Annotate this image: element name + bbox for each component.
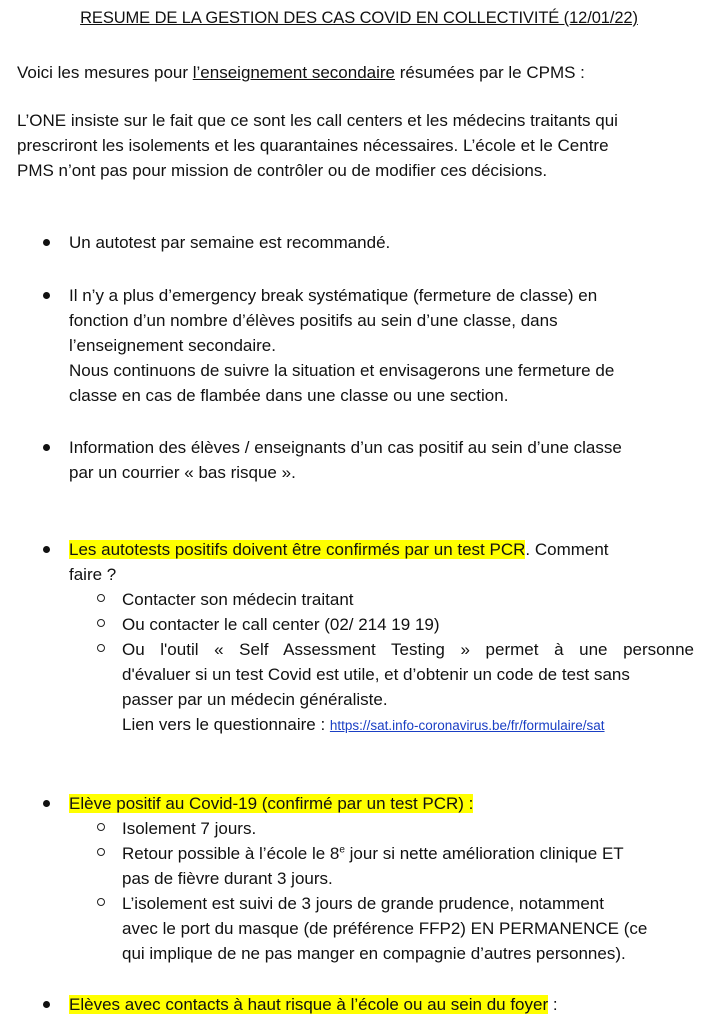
sub-item-text-part: Retour possible à l’école le 8 — [122, 844, 340, 863]
bullet-line: Information des élèves / enseignants d’un cas positif au sein d’une classe — [69, 438, 622, 457]
intro-paragraph — [17, 108, 685, 183]
intro-before: Voici les mesures pour — [17, 63, 193, 82]
intro-line — [17, 60, 697, 85]
bullet-dot-icon — [43, 1001, 50, 1008]
sub-item-self-assessment — [69, 637, 694, 738]
sub-item-text-part: jour si nette amélioration clinique ET — [344, 844, 624, 863]
bullet-line: classe en cas de flambée dans une classe ou une section. — [69, 386, 509, 405]
sub-item-line: pas de fièvre durant 3 jours. — [122, 869, 333, 888]
sub-item-line — [122, 841, 694, 866]
superscript: e — [339, 844, 345, 856]
circle-bullet-icon — [97, 594, 105, 602]
document-title: RESUME DE LA GESTION DES CAS COVID EN COLLECTIVITÉ (12/01/22) — [80, 9, 638, 27]
circle-bullet-icon — [97, 619, 105, 627]
circle-bullet-icon — [97, 848, 105, 856]
sub-item-text: Ou contacter le call center (02/ 214 19 19) — [122, 615, 440, 634]
bullet-text — [69, 435, 694, 485]
bullet-text — [69, 283, 694, 408]
bullet-line: fonction d’un nombre d’élèves positifs au sein d’une classe, dans — [69, 311, 558, 330]
bullet-text-rest: . Comment — [525, 540, 609, 559]
bullet-line: faire ? — [69, 565, 117, 584]
intro-underlined: l’enseignement secondaire — [192, 63, 395, 82]
highlighted-text: Elèves avec contacts à haut risque à l’école ou au sein du foyer — [69, 995, 549, 1014]
bullet-dot-icon — [43, 292, 50, 299]
bullet-text: Un autotest par semaine est recommandé. — [69, 233, 391, 252]
sub-item-prudence — [69, 891, 694, 966]
pcr-sublist — [69, 587, 694, 738]
sub-item-line: qui implique de ne pas manger en compagnie d’autres personnes). — [122, 944, 626, 963]
sub-item-line: avec le port du masque (de préférence FFP2) EN PERMANENCE (ce — [122, 919, 648, 938]
sub-item-line — [122, 712, 694, 738]
bullet-text — [69, 791, 694, 816]
link-label: Lien vers le questionnaire : — [122, 715, 330, 734]
sub-item-medecin — [69, 587, 694, 612]
bullet-line — [69, 791, 694, 816]
sub-item-text: Contacter son médecin traitant — [122, 590, 354, 609]
bullet-line: par un courrier « bas risque ». — [69, 463, 296, 482]
sub-item-text: Isolement 7 jours. — [122, 819, 257, 838]
bullet-dot-icon — [43, 800, 50, 807]
circle-bullet-icon — [97, 898, 105, 906]
paragraph-line: PMS n’ont pas pour mission de contrôler ou de modifier ces décisions. — [17, 161, 548, 180]
questionnaire-link[interactable]: https://sat.info-coronavirus.be/fr/formulaire/sat — [329, 718, 605, 733]
sub-item-line: passer par un médecin généraliste. — [122, 690, 388, 709]
bullet-dot-icon — [43, 444, 50, 451]
bullet-text — [69, 537, 694, 587]
sub-item-return — [69, 841, 694, 891]
highlighted-text: Elève positif au Covid-19 (confirmé par un test PCR) : — [69, 794, 474, 813]
bullet-line — [69, 992, 694, 1017]
bullet-line: Il n’y a plus d’emergency break systématique (fermeture de classe) en — [69, 286, 598, 305]
sub-item-call-center — [69, 612, 694, 637]
intro-after: résumées par le CPMS : — [395, 63, 585, 82]
circle-bullet-icon — [97, 823, 105, 831]
bullet-dot-icon — [43, 546, 50, 553]
paragraph-line: prescriront les isolements et les quarantaines nécessaires. L’école et le Centre — [17, 136, 609, 155]
bullet-line: l’enseignement secondaire. — [69, 336, 276, 355]
sub-item-line: d'évaluer si un test Covid est utile, et d’obtenir un code de test sans — [122, 665, 630, 684]
sub-item-line: L’isolement est suivi de 3 jours de grande prudence, notamment — [122, 894, 604, 913]
bullet-text — [69, 992, 694, 1017]
bullet-line — [69, 537, 694, 562]
paragraph-line: L’ONE insiste sur le fait que ce sont les call centers et les médecins traitants qui — [17, 111, 618, 130]
positive-sublist — [69, 816, 694, 966]
bullet-dot-icon — [43, 239, 50, 246]
sub-item-isolation — [69, 816, 694, 841]
highlighted-text: Les autotests positifs doivent être confirmés par un test PCR — [69, 540, 526, 559]
sub-item-line: Ou l'outil « Self Assessment Testing » permet à une personne — [122, 640, 694, 659]
bullet-text-rest: : — [548, 995, 558, 1014]
bullet-line: Nous continuons de suivre la situation et envisagerons une fermeture de — [69, 361, 615, 380]
circle-bullet-icon — [97, 644, 105, 652]
